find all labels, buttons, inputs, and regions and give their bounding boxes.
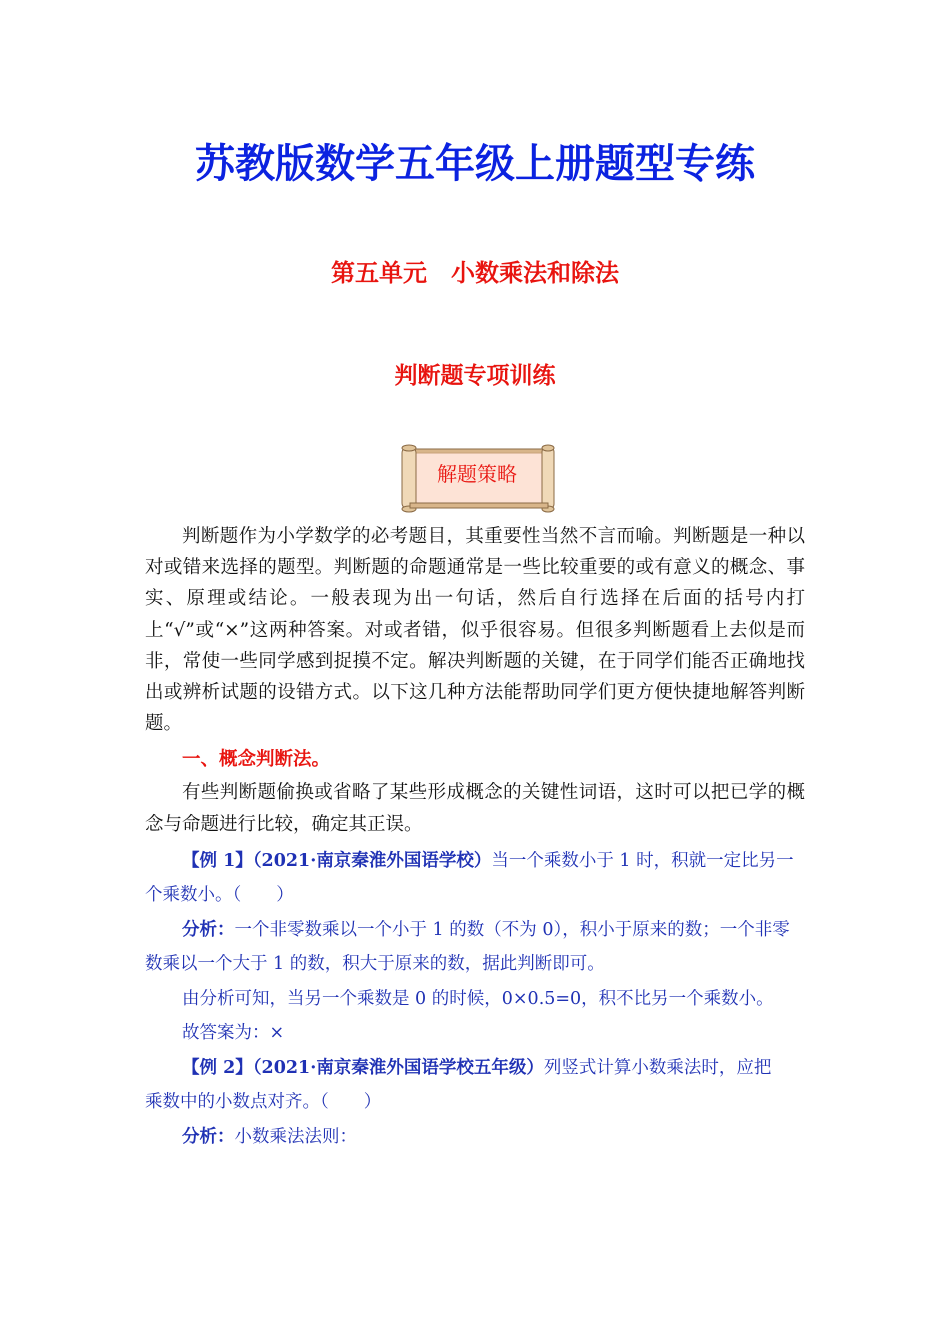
section1-heading: 一、概念判断法。 [182,749,331,771]
example1-label: 【例 1】（2021·南京秦淮外国语学校） [182,850,492,871]
intro-paragraph: 判断题作为小学数学的必考题目，其重要性当然不言而喻。判断题是一种以对或错来选择的题型。判断题的命题通常是一些比较重要的或有意义的概念、事实、原理或结论。一般表现为出一句话，然后自行选择在后面的括号内打上“√”或“×”这两种答案。对或者错，似乎很容易。但很多判断题看上去似是而非，常使一些同学感到捉摸不定。解决判断题的关键，在于同学们能否正确地找出或辨析试题的设错方式。以下这几种方法能帮助同学们更方便快捷地解答判断题。 [145,526,805,735]
page-title: 苏教版数学五年级上册题型专练 [195,141,755,187]
scroll-label: 解题策略 [437,462,517,486]
example1-question [145,844,805,913]
strategy-scroll-banner [396,443,558,515]
example1-question-text: 当一个乘数小于 1 时，积就一定比另一个乘数小。（ ） [145,850,794,906]
section-subtitle: 判断题专项训练 [394,363,556,389]
example1-analysis-label: 分析： [182,919,235,940]
example1-analysis [145,913,805,982]
example1-reasoning: 由分析可知，当另一个乘数是 0 的时候，0×0.5=0，积不比另一个乘数小。 [182,988,774,1009]
section1-paragraph: 有些判断题偷换或省略了某些形成概念的关键性词语，这时可以把已学的概念与命题进行比较，确定其正误。 [145,782,805,835]
example2-analysis [145,1120,805,1155]
example2-analysis-text: 小数乘法法则： [234,1126,357,1147]
document-body [145,521,805,1154]
example2-question-text: 列竖式计算小数乘法时，应把乘数中的小数点对齐。（ ） [145,1057,772,1113]
unit-title: 第五单元 小数乘法和除法 [331,259,619,287]
example2-question [145,1051,805,1120]
example1-analysis-text: 一个非零数乘以一个小于 1 的数（不为 0），积小于原来的数；一个非零数乘以一个大于 1 的数，积大于原来的数，据此判断即可。 [145,919,790,975]
example2-analysis-label: 分析： [182,1126,235,1147]
example1-answer: 故答案为：× [182,1023,285,1044]
example2-label: 【例 2】（2021·南京秦淮外国语学校五年级） [182,1057,544,1078]
